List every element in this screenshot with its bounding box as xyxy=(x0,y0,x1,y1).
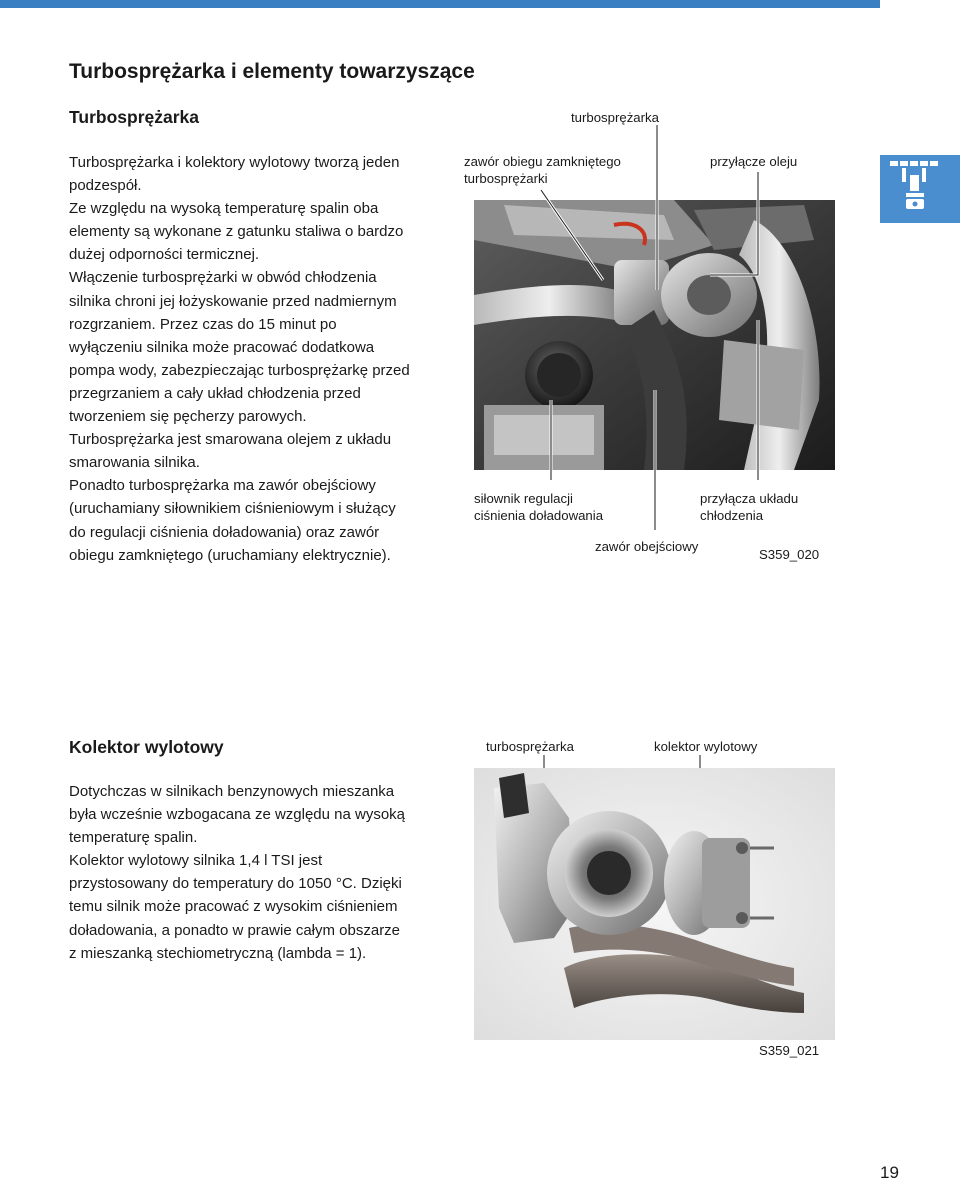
text-line: doładowania, a ponadto w prawie całym obszarze xyxy=(69,921,401,939)
label-line: zawór obiegu zamkniętego xyxy=(464,154,621,169)
text-line: silnika chroni jej łożyskowanie przed nadmiernym xyxy=(69,292,397,310)
label-oil-connection: przyłącze oleju xyxy=(710,154,798,169)
page-title: Turbosprężarka i elementy towarzyszące xyxy=(69,60,475,83)
label-line: turbosprężarki xyxy=(464,171,548,186)
section-heading-exhaust-manifold: Kolektor wylotowy xyxy=(69,737,224,757)
text-line: Ze względu na wysoką temperaturę spalin oba xyxy=(69,200,379,218)
text-line: Kolektor wylotowy silnika 1,4 l TSI jest xyxy=(69,852,323,870)
section-heading-turbocharger: Turbosprężarka xyxy=(69,107,199,127)
page-number: 19 xyxy=(880,1163,899,1182)
text-line: Turbosprężarka jest smarowana olejem z układu xyxy=(69,431,392,449)
text-line: smarowania silnika. xyxy=(69,454,200,472)
text-line: dużej odporności termicznej. xyxy=(69,246,260,264)
text-line: Ponadto turbosprężarka ma zawór obejściowy xyxy=(69,477,376,495)
label-wastegate: zawór obejściowy xyxy=(595,539,699,554)
text-line: do regulacji ciśnienia doładowania) oraz zawór xyxy=(69,523,380,541)
figure-code-2: S359_021 xyxy=(759,1043,820,1058)
text-line: obiegu zamkniętego (uruchamiany elektrycznie). xyxy=(69,546,391,564)
text-line: była wcześnie wzbogacana ze względu na wysoką xyxy=(69,806,406,824)
manifold-body-text xyxy=(69,780,449,965)
text-line: Turbosprężarka i kolektory wylotowy tworzą jeden xyxy=(69,154,400,171)
label-line: chłodzenia xyxy=(700,508,764,523)
label-turbocharger-2: turbosprężarka xyxy=(486,739,574,754)
label-turbocharger: turbosprężarka xyxy=(571,110,659,125)
text-line: (uruchamiany siłownikiem ciśnieniowym i służący xyxy=(69,500,396,518)
label-line: siłownik regulacji xyxy=(474,491,573,506)
text-line: temperaturę spalin. xyxy=(69,829,198,847)
text-line: przystosowany do temperatury do 1050 °C. Dzięki xyxy=(69,875,402,893)
text-line: podzespół. xyxy=(69,177,142,195)
label-exhaust-manifold: kolektor wylotowy xyxy=(654,739,758,754)
chapter-tab xyxy=(880,155,960,223)
text-line: Włączenie turbosprężarki w obwód chłodzenia xyxy=(69,269,377,287)
text-line: rozgrzaniem. Przez czas do 15 minut po xyxy=(69,315,337,333)
text-line: wyłączeniu silnika może pracować dodatkowa xyxy=(69,338,375,356)
label-line: ciśnienia doładowania xyxy=(474,508,604,523)
engine-cylinder-icon xyxy=(880,155,960,223)
text-line: pompa wody, zabezpieczając turbosprężarkę przed xyxy=(69,361,410,379)
figure-code: S359_020 xyxy=(759,547,820,562)
text-line: temu silnik może pracować z wysokim ciśnieniem xyxy=(69,898,398,916)
text-line: elementy są wykonane z gatunku staliwa o bardzo xyxy=(69,223,404,241)
text-line: przegrzaniem a cały układ chłodzenia przed xyxy=(69,384,361,402)
text-line: tworzeniem się pęcherzy parowych. xyxy=(69,408,307,426)
text-line: Dotychczas w silnikach benzynowych mieszanka xyxy=(69,783,395,800)
label-line: przyłącza układu xyxy=(700,491,799,506)
text-line: z mieszanką stechiometryczną (lambda = 1). xyxy=(69,944,367,962)
turbocharger-manifold-photo xyxy=(474,768,835,1040)
